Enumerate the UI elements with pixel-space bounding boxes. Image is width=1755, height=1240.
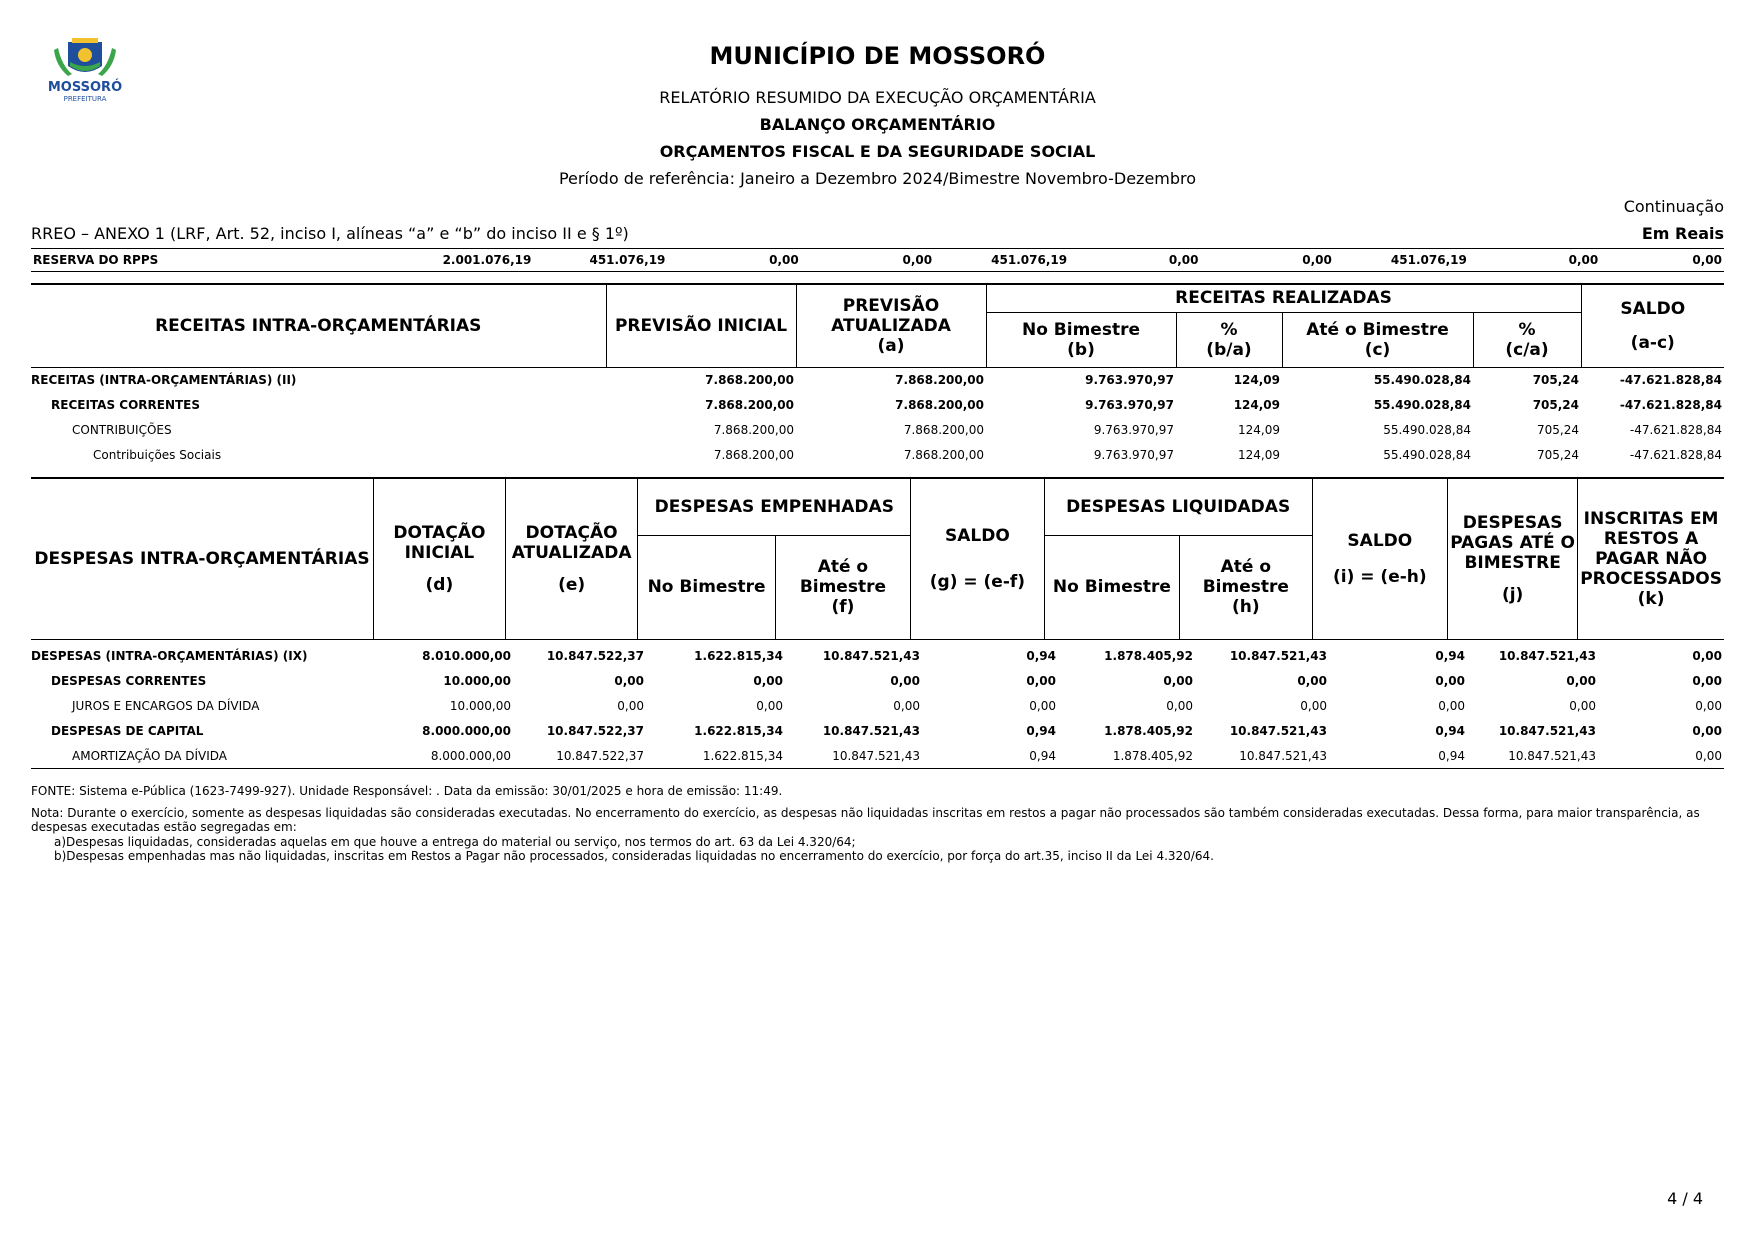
receita-ate-bimestre-cell: 55.490.028,84	[1383, 447, 1471, 462]
receita-no-bimestre-cell: 9.763.970,97	[1093, 422, 1174, 437]
despesa-value-cell: 0,94	[1029, 748, 1056, 763]
receita-prev-inicial-cell: 7.868.200,00	[713, 447, 794, 462]
reserva-value: 451.076,19	[934, 249, 1069, 272]
despesa-value-cell: 0,94	[1438, 748, 1465, 763]
despesas-header	[31, 477, 1724, 640]
despesa-value-cell: 0,00	[617, 698, 644, 713]
despesa-value-cell: 10.847.521,43	[1229, 648, 1327, 663]
reserva-label: RESERVA DO RPPS	[31, 249, 405, 272]
receita-row	[31, 442, 1724, 467]
despesa-value-cell: 10.847.521,43	[1239, 748, 1327, 763]
despesa-value-cell: 1.622.815,34	[702, 748, 783, 763]
reserva-value: 2.001.076,19	[405, 249, 534, 272]
reserva-value: 0,00	[1069, 249, 1200, 272]
despesa-value-cell: 0,00	[890, 673, 920, 688]
reserva-value: 0,00	[801, 249, 934, 272]
inscritas-rp-header	[1578, 478, 1724, 639]
reserva-row	[31, 249, 1724, 272]
receita-prev-inicial-cell: 7.868.200,00	[713, 422, 794, 437]
liq-ate-bimestre-header	[1180, 535, 1312, 639]
despesas-pagas-header	[1448, 478, 1578, 639]
receita-row	[31, 367, 1724, 392]
saldo-ac-header	[1581, 284, 1724, 367]
receita-ate-bimestre-cell: 55.490.028,84	[1383, 422, 1471, 437]
logo-subtext: PREFEITURA	[63, 95, 107, 103]
reserva-value: 451.076,19	[533, 249, 667, 272]
receita-prev-inicial-cell: 7.868.200,00	[705, 397, 794, 412]
previsao-atualizada-header	[796, 284, 986, 367]
receita-pct-ba-cell: 124,09	[1233, 397, 1280, 412]
receita-label: Contribuições Sociais	[93, 447, 222, 462]
receita-prev-atualizada-cell: 7.868.200,00	[895, 372, 984, 387]
despesa-value-cell: 8.000.000,00	[430, 748, 511, 763]
despesa-label: DESPESAS DE CAPITAL	[51, 723, 204, 738]
receita-pct-ba-cell: 124,09	[1233, 372, 1280, 387]
receita-no-bimestre-cell: 9.763.970,97	[1085, 372, 1174, 387]
despesa-value-cell: 10.847.522,37	[546, 648, 644, 663]
despesa-value-cell: 0,00	[1438, 698, 1465, 713]
receitas-realizadas-header: RECEITAS REALIZADAS	[986, 284, 1581, 312]
emp-ate-bimestre-header	[775, 535, 910, 639]
despesa-value-cell: 0,00	[1026, 673, 1056, 688]
despesa-value-cell: 0,00	[1163, 673, 1193, 688]
despesa-label: AMORTIZAÇÃO DA DÍVIDA	[72, 748, 228, 763]
liq-ate-bimestre-title: Até o Bimestre	[1202, 557, 1289, 597]
reserva-rpps-table	[31, 248, 1724, 272]
despesa-row	[31, 693, 1724, 718]
receita-no-bimestre-cell: 9.763.970,97	[1085, 397, 1174, 412]
receita-label: CONTRIBUIÇÕES	[72, 422, 172, 437]
despesa-row	[31, 743, 1724, 769]
despesa-value-cell: 0,00	[1692, 648, 1722, 663]
despesa-label: DESPESAS CORRENTES	[51, 673, 207, 688]
despesa-value-cell: 0,00	[1166, 698, 1193, 713]
dotacao-atualizada-header	[505, 478, 638, 639]
receita-ate-bimestre-cell: 55.490.028,84	[1373, 372, 1471, 387]
ate-bimestre-sub: (c)	[1364, 339, 1391, 360]
despesa-value-cell: 10.000,00	[443, 673, 511, 688]
saldo-i-sub: (i) = (e-h)	[1332, 566, 1427, 587]
despesas-table	[31, 643, 1724, 769]
despesa-value-cell: 10.847.521,43	[832, 748, 920, 763]
despesa-value-cell: 0,00	[1692, 723, 1722, 738]
ate-bimestre-header	[1282, 312, 1473, 367]
receita-ate-bimestre-cell: 55.490.028,84	[1373, 397, 1471, 412]
despesa-value-cell: 0,94	[1026, 723, 1056, 738]
dotacao-inicial-header	[374, 478, 506, 639]
despesas-liquidadas-header: DESPESAS LIQUIDADAS	[1044, 478, 1312, 535]
reference-period: Período de referência: Janeiro a Dezembro 2024/Bimestre Novembro-Dezembro	[558, 169, 1197, 188]
report-name: RELATÓRIO RESUMIDO DA EXECUÇÃO ORÇAMENTÁRIA	[659, 88, 1096, 107]
pct-ca-header	[1473, 312, 1581, 367]
note-item-a: a)Despesas liquidadas, consideradas aquelas em que houve a entrega do material ou serviço, nos termos do art. 63 da Lei 4.320/64;	[54, 835, 856, 849]
receita-label: RECEITAS (INTRA-ORÇAMENTÁRIAS) (II)	[31, 372, 297, 387]
receita-prev-atualizada-cell: 7.868.200,00	[895, 397, 984, 412]
despesa-value-cell: 0,00	[1695, 748, 1722, 763]
previsao-inicial-header: PREVISÃO INICIAL	[606, 284, 796, 367]
despesa-label: JUROS E ENCARGOS DA DÍVIDA	[72, 698, 260, 713]
explanatory-note: Nota: Durante o exercício, somente as despesas liquidadas são consideradas executadas. No encerramento do exercício, as despesas não liquidadas inscritas em restos a pagar não processados são também consideradas executadas. Dessa forma, para maior transparência, as despesas executadas estão segregadas em:	[31, 806, 1700, 834]
saldo-ac-title: SALDO	[1620, 298, 1686, 319]
despesa-value-cell: 10.847.521,43	[1498, 648, 1596, 663]
despesa-value-cell: 1.878.405,92	[1112, 748, 1193, 763]
receita-no-bimestre-cell: 9.763.970,97	[1093, 447, 1174, 462]
receita-prev-atualizada-cell: 7.868.200,00	[903, 422, 984, 437]
despesas-pagas-sub: (j)	[1501, 584, 1524, 605]
saldo-i-title: SALDO	[1347, 530, 1413, 551]
note-item-b: b)Despesas empenhadas mas não liquidadas, inscritas em Restos a Pagar não processados, consideradas liquidadas no encerramento do exercício, por força do art.35, inciso II da Lei 4.320/64.	[54, 849, 1214, 863]
despesa-value-cell: 0,00	[614, 673, 644, 688]
no-bimestre-title: No Bimestre	[1021, 319, 1140, 340]
despesa-value-cell: 10.847.521,43	[1229, 723, 1327, 738]
receitas-header	[31, 283, 1724, 368]
pct-ca-sub: (c/a)	[1505, 339, 1549, 360]
despesas-empenhadas-header: DESPESAS EMPENHADAS	[638, 478, 911, 535]
despesa-value-cell: 10.847.522,37	[546, 723, 644, 738]
despesa-label: DESPESAS (INTRA-ORÇAMENTÁRIAS) (IX)	[31, 648, 308, 663]
despesa-value-cell: 10.847.521,43	[1498, 723, 1596, 738]
despesa-value-cell: 1.622.815,34	[694, 648, 783, 663]
despesa-value-cell: 10.000,00	[449, 698, 511, 713]
previsao-atualizada-title: PREVISÃO ATUALIZADA	[831, 295, 951, 336]
report-section: BALANÇO ORÇAMENTÁRIO	[759, 115, 996, 134]
inscritas-rp-sub: (k)	[1637, 588, 1665, 609]
receita-saldo-cell: -47.621.828,84	[1629, 447, 1722, 462]
emp-ate-bimestre-title: Até o Bimestre	[799, 557, 886, 597]
reserva-value: 451.076,19	[1334, 249, 1469, 272]
despesa-value-cell: 0,00	[1566, 673, 1596, 688]
unit-label: Em Reais	[1641, 224, 1724, 243]
despesa-value-cell: 0,00	[1435, 673, 1465, 688]
receitas-label-header: RECEITAS INTRA-ORÇAMENTÁRIAS	[31, 284, 606, 367]
liq-ate-bimestre-sub: (h)	[1231, 597, 1260, 617]
despesa-value-cell: 0,94	[1435, 648, 1465, 663]
receitas-table	[31, 367, 1724, 467]
dotacao-atualizada-sub: (e)	[558, 574, 586, 595]
emp-no-bimestre-header: No Bimestre	[638, 535, 775, 639]
despesa-value-cell: 8.010.000,00	[422, 648, 511, 663]
receita-pct-ca-cell: 705,24	[1537, 447, 1579, 462]
receita-prev-inicial-cell: 7.868.200,00	[705, 372, 794, 387]
despesa-row	[31, 718, 1724, 743]
page-title: MUNICÍPIO DE MOSSORÓ	[709, 42, 1046, 70]
ate-bimestre-title: Até o Bimestre	[1306, 319, 1449, 340]
continuation-label: Continuação	[1623, 197, 1724, 216]
despesa-value-cell: 0,00	[1300, 698, 1327, 713]
saldo-g-title: SALDO	[945, 525, 1010, 546]
reserva-value: 0,00	[667, 249, 800, 272]
dotacao-inicial-sub: (d)	[425, 574, 454, 595]
despesa-value-cell: 1.878.405,92	[1104, 648, 1193, 663]
despesa-value-cell: 0,94	[1026, 648, 1056, 663]
despesa-value-cell: 10.847.521,43	[1508, 748, 1596, 763]
reserva-value: 0,00	[1201, 249, 1334, 272]
receita-pct-ba-cell: 124,09	[1238, 447, 1280, 462]
despesa-value-cell: 10.847.521,43	[822, 648, 920, 663]
reserva-value: 0,00	[1600, 249, 1724, 272]
despesa-value-cell: 0,00	[893, 698, 920, 713]
receita-row	[31, 417, 1724, 442]
despesa-value-cell: 0,00	[1569, 698, 1596, 713]
despesa-value-cell: 10.847.522,37	[556, 748, 644, 763]
despesas-label-header: DESPESAS INTRA-ORÇAMENTÁRIAS	[31, 478, 374, 639]
despesa-value-cell: 8.000.000,00	[422, 723, 511, 738]
dotacao-atualizada-title: DOTAÇÃO ATUALIZADA	[511, 522, 632, 563]
despesa-row	[31, 668, 1724, 693]
despesa-value-cell: 0,00	[1692, 673, 1722, 688]
saldo-g-header	[911, 478, 1045, 639]
despesa-value-cell: 10.847.521,43	[822, 723, 920, 738]
receita-pct-ba-cell: 124,09	[1238, 422, 1280, 437]
saldo-g-sub: (g) = (e-f)	[929, 571, 1026, 592]
report-budgets: ORÇAMENTOS FISCAL E DA SEGURIDADE SOCIAL	[659, 142, 1096, 161]
source-note: FONTE: Sistema e-Pública (1623-7499-927). Unidade Responsável: . Data da emissão: 30/01/2025 e hora de emissão: 11:49.	[31, 784, 783, 798]
receita-pct-ca-cell: 705,24	[1537, 422, 1579, 437]
logo-text: MOSSORÓ	[47, 80, 123, 95]
receita-pct-ca-cell: 705,24	[1532, 372, 1579, 387]
receita-row	[31, 392, 1724, 417]
receita-prev-atualizada-cell: 7.868.200,00	[903, 447, 984, 462]
pct-ba-sub: (b/a)	[1206, 339, 1252, 360]
emp-ate-bimestre-sub: (f)	[831, 597, 855, 617]
receita-saldo-cell: -47.621.828,84	[1619, 397, 1722, 412]
despesa-value-cell: 0,94	[1435, 723, 1465, 738]
despesa-value-cell: 0,00	[753, 673, 783, 688]
liq-no-bimestre-header: No Bimestre	[1044, 535, 1179, 639]
annex-label: RREO – ANEXO 1 (LRF, Art. 52, inciso I, alíneas “a” e “b” do inciso II e § 1º)	[31, 224, 629, 243]
saldo-i-header	[1312, 478, 1448, 639]
despesa-value-cell: 0,00	[756, 698, 783, 713]
no-bimestre-sub: (b)	[1067, 339, 1095, 360]
reserva-value: 0,00	[1469, 249, 1600, 272]
pct-ca-title: %	[1518, 319, 1536, 340]
page-number: 4 / 4	[1667, 1189, 1703, 1208]
saldo-ac-sub: (a-c)	[1630, 332, 1675, 353]
inscritas-rp-title: INSCRITAS EM RESTOS A PAGAR NÃO PROCESSADOS	[1580, 508, 1722, 589]
no-bimestre-header	[986, 312, 1176, 367]
previsao-atualizada-sub: (a)	[877, 335, 905, 356]
pct-ba-header	[1176, 312, 1282, 367]
despesas-pagas-title: DESPESAS PAGAS ATÉ O BIMESTRE	[1450, 512, 1575, 573]
despesa-value-cell: 1.622.815,34	[694, 723, 783, 738]
despesa-row	[31, 643, 1724, 668]
pct-ba-title: %	[1220, 319, 1238, 340]
receita-pct-ca-cell: 705,24	[1532, 397, 1579, 412]
despesa-value-cell: 1.878.405,92	[1104, 723, 1193, 738]
despesa-value-cell: 0,00	[1029, 698, 1056, 713]
receita-label: RECEITAS CORRENTES	[51, 397, 201, 412]
receita-saldo-cell: -47.621.828,84	[1619, 372, 1722, 387]
receita-saldo-cell: -47.621.828,84	[1629, 422, 1722, 437]
despesa-value-cell: 0,00	[1695, 698, 1722, 713]
despesa-value-cell: 0,00	[1297, 673, 1327, 688]
dotacao-inicial-title: DOTAÇÃO INICIAL	[393, 522, 486, 563]
